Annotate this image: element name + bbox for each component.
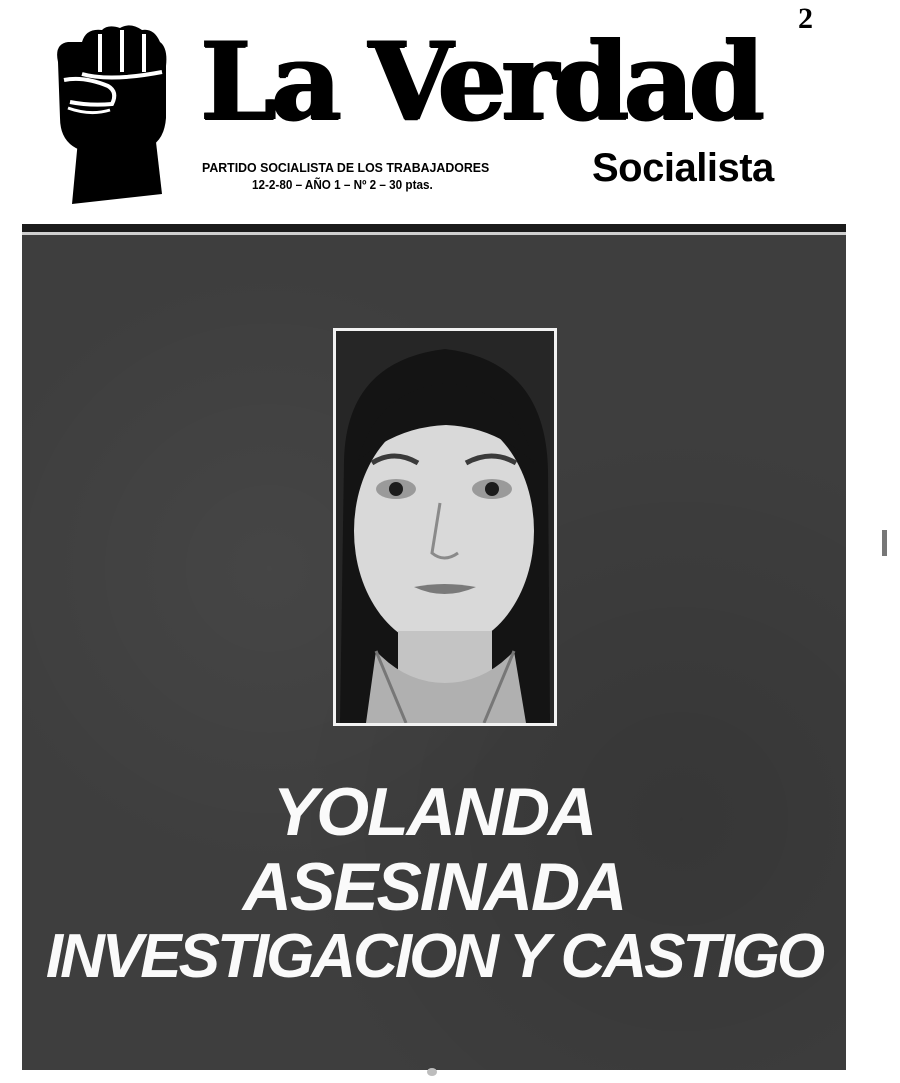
scan-smudge <box>427 1068 437 1076</box>
headline-line-2: ASESINADA <box>242 849 626 925</box>
portrait-photo <box>333 328 557 726</box>
party-name: PARTIDO SOCIALISTA DE LOS TRABAJADORES <box>202 160 490 175</box>
headline-line-3: INVESTIGACION Y CASTIGO <box>45 922 823 991</box>
issue-number: 2 <box>798 2 813 35</box>
headline-line-1: YOLANDA <box>272 774 596 850</box>
issue-info: 12-2-80 – AÑO 1 – Nº 2 – 30 ptas. <box>252 177 433 192</box>
raised-fist-icon <box>50 22 172 204</box>
top-rule <box>22 232 846 235</box>
masthead-subtitle: Socialista <box>592 146 774 190</box>
scan-edge-mark <box>882 530 887 556</box>
masthead-title: La Verdad <box>200 19 760 145</box>
